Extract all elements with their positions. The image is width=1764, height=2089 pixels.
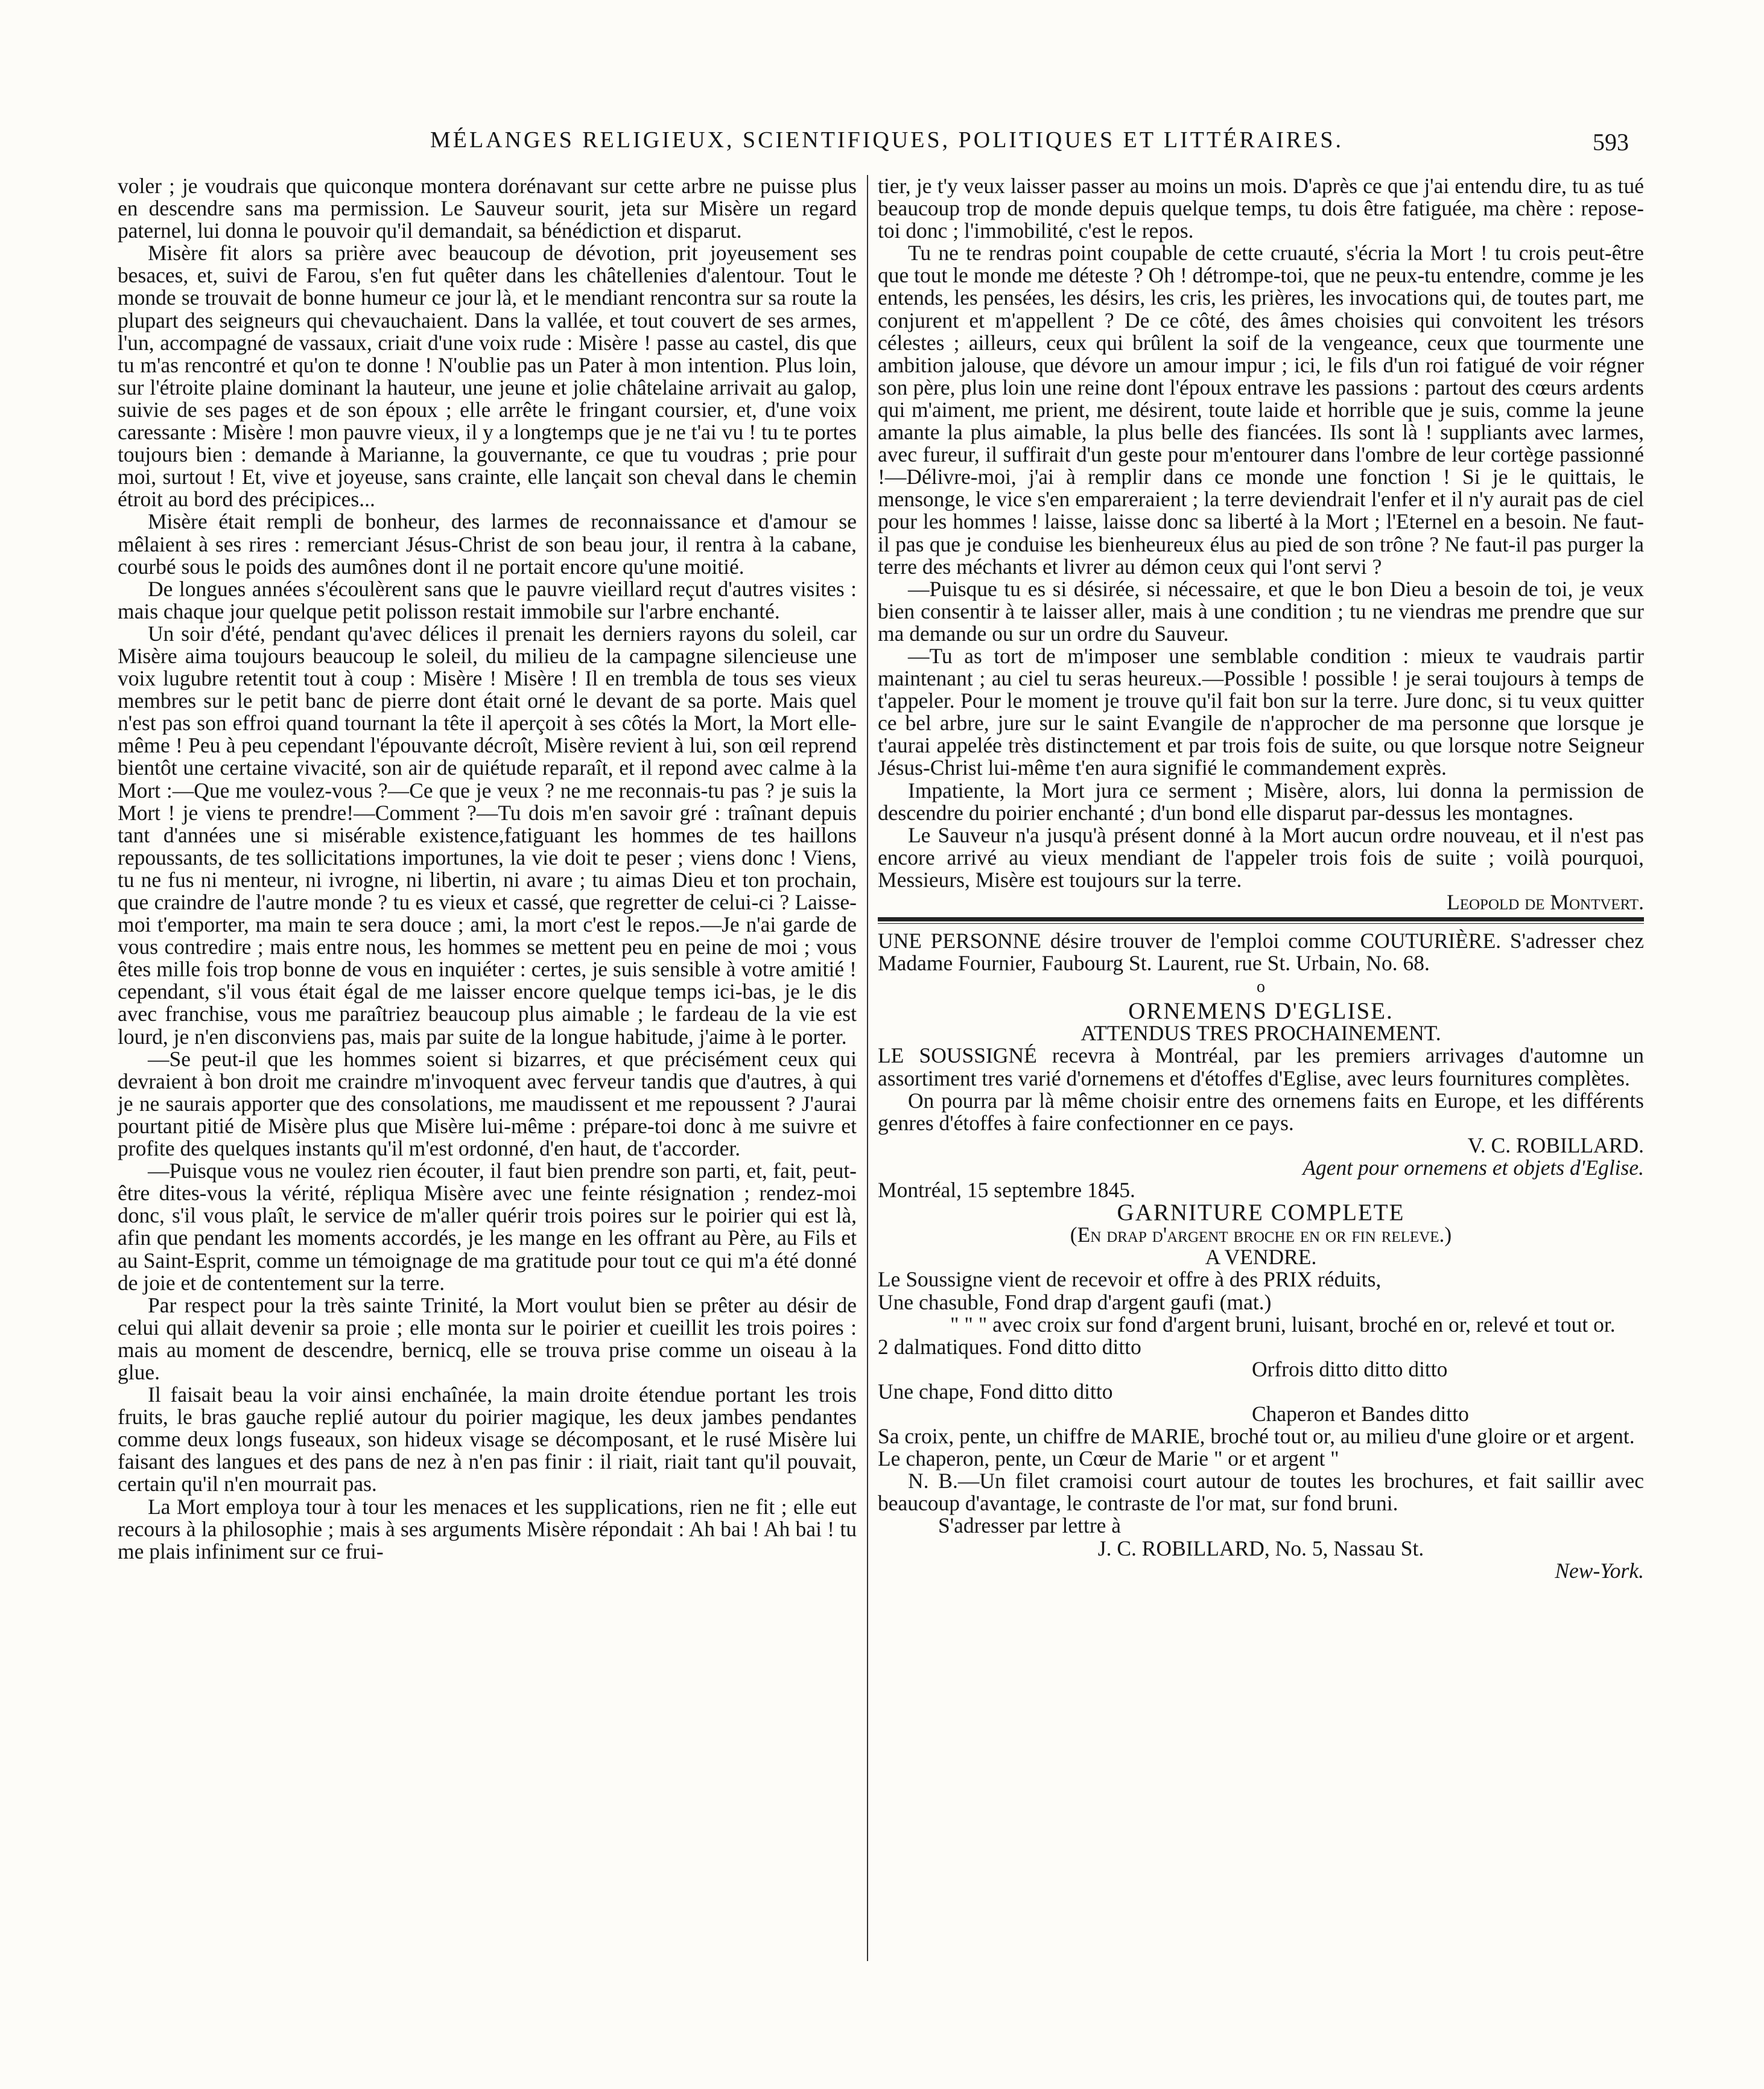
ad-ornemens-signer-title: Agent pour ornemens et objets d'Eglise. [1302, 1155, 1644, 1180]
section-rule [878, 917, 1644, 924]
ad-garniture-item: 2 dalmatiques. Fond ditto ditto [878, 1334, 1141, 1359]
paragraph: Le Sauveur n'a jusqu'à présent donné à la Mort aucun ordre nouveau, et il n'est pas encore arrivé au vieux mendiant de l'appeler trois fois de suite ; voilà pourquoi, Messieurs, Misère est toujours sur la terre. [878, 822, 1644, 892]
paragraph: Impatiente, la Mort jura ce serment ; Misère, alors, lui donna la permission de descendre du poirier enchanté ; d'un bond elle disparut par-dessus les montagnes. [878, 778, 1644, 825]
ad-garniture-contact-line: S'adresser par lettre à [938, 1513, 1122, 1538]
right-column [878, 175, 1644, 1582]
paragraph: La Mort employa tour à tour les menaces et les supplications, rien ne fit ; elle eut recours à la philosophie ; mais à ses arguments Misère répondait : Ah bai ! Ah bai ! tu me plais infiniment sur ce frui- [118, 1494, 857, 1563]
paragraph: Par respect pour la très sainte Trinité, la Mort voulut bien se prêter au désir de celui qui allait devenir sa proie ; elle monta sur le poirier et cueillit les trois poires : mais au moment de descendre, bernicq, elle se trouva prise comme un oiseau à la glue. [118, 1293, 857, 1384]
ad-garniture-item: Chaperon et Bandes ditto [1252, 1401, 1469, 1426]
ad-garniture-subtitle: (En drap d'argent broche en or fin releve.) [1070, 1223, 1452, 1247]
column-divider [867, 175, 868, 1961]
ad-garniture-item: Le chaperon, pente, un Cœur de Marie " or et argent " [878, 1446, 1339, 1471]
ad-ornemens-title: ORNEMENS D'EGLISE. [1128, 998, 1394, 1025]
paragraph: Tu ne te rendras point coupable de cette cruauté, s'écria la Mort ! tu crois peut-être que tout le monde me déteste ? Oh ! détrompe-toi, que ne peux-tu entendre, comme je les entends, les pensées, les désirs, les cris, les prières, les invocations qui, de toutes part, me conjurent et m'appellent ? De ce côté, des âmes choisies qui convoitent les trésors célestes ; ailleurs, ceux qui brûlent la soif de la vengeance, ceux que tourmente une ambition jalouse, que dévore un amour impur ; ici, le fils d'un roi fatigué de voir régner son père, plus loin une reine dont l'époux entrave les passions : partout des cœurs ardents qui m'aiment, me prient, me désirent, toute laide et horrible que je suis, comme la jeune amante la plus aimable, la plus belle des fiancées. Ils sont là ! suppliants avec larmes, avec fureur, il suffirait d'un geste pour m'entourer dans l'ombre de leur cortège passionné !—Délivre-moi, j'ai à remplir dans ce monde une fonction ! Si je le quittais, le mensonge, le vice s'en empareraient ; la terre deviendrait l'enfer et il n'y aurait pas de ciel pour les hommes ! laisse, laisse donc sa liberté à la Mort ; l'Eternel en a besoin. Ne faut-il pas que je conduise les bienheureux élus au pied de son trône ? Ne faut-il pas purger la terre des méchants et livrer au démon ceux qui l'ont servi ? [878, 241, 1644, 579]
ad-garniture-item: Une chasuble, Fond drap d'argent gaufi (mat.) [878, 1289, 1272, 1314]
ad-couturiere [878, 930, 1644, 996]
left-column [118, 175, 857, 1563]
paragraph: —Tu as tort de m'imposer une semblable condition : mieux te vaudrais partir maintenant ; au ciel tu seras heureux.—Possible ! possible ! je serai toujours à temps de t'appeler. Pour le moment je trouve qu'il fait bon sur la terre. Jure donc, si tu veux quitter ce bel arbre, jure sur le saint Evangile de n'approcher de ma personne que lorsque je t'aurai appelée très distinctement et par trois fois de suite, ou que lorsque notre Seigneur Jésus-Christ lui-même t'en aura signifié le commandement exprès. [878, 643, 1644, 780]
ad-ornemens-body: LE SOUSSIGNÉ recevra à Montréal, par les premiers arrivages d'automne un assortiment tres varié d'ornemens et d'étoffes d'Eglise, avec leurs fournitures complètes. [878, 1043, 1644, 1090]
ad-ornemens-dateline: Montréal, 15 septembre 1845. [878, 1178, 1135, 1203]
ad-garniture-intro: Le Soussigne vient de recevoir et offre à des PRIX réduits, [878, 1267, 1382, 1292]
paragraph: Il faisait beau la voir ainsi enchaînée, la main droite étendue portant les trois fruits, le bras gauche replié autour du poirier magique, les deux jambes pendantes comme deux longs fuseaux, son hideux visage se décomposant, et le rusé Misère lui faisant des langues et des pans de nez à n'en pas finir : il riait, riait tant qu'il pouvait, certain qu'il n'en mourrait pas. [118, 1382, 857, 1496]
paragraph: Un soir d'été, pendant qu'avec délices il prenait les derniers rayons du soleil, car Misère aima toujours beaucoup le soleil, du milieu de la campagne silencieuse une voix lugubre retentit tout à coup : Misère ! Misère ! Il en trembla de tous ses vieux membres sur le petit banc de pierre dont était orné le devant de sa porte. Mais quel n'est pas son effroi quand tournant la tête il aperçoit à ses côtés la Mort, la Mort elle-même ! Peu à peu cependant l'épouvante décroît, Misère revient à lui, son œil reprend bientôt une certaine vivacité, son air de quiétude reparaît, et il repond avec calme à la Mort :—Que me voulez-vous ?—Ce que je veux ? ne me reconnais-tu pas ? je suis la Mort ! je viens te prendre!—Comment ?—Tu dois m'en savoir gré : traînant depuis tant d'années une si misérable existence,fatiguant les hommes de tes haillons repoussants, de tes sollicitations importunes, la vie doit te peser ; viens donc ! Viens, tu ne fus ni menteur, ni ivrogne, ni libertin, ni avare ; tu aimas Dieu et ton prochain, que craindre de l'autre monde ? tu es vieux et cassé, que regretter de celui-ci ? Laisse-moi t'emporter, ma main te sera douce ; ami, la mort c'est le repos.—Je n'ai garde de vous contredire ; mais entre nous, les hommes se mettent peu en peine de moi ; vous êtes mille fois trop bonne de vous en inquiéter : certes, je suis sensible à votre amitié ! cependant, s'il vous était égal de me laisser encore quelque temps ici-bas, je le dis avec franchise, vous me paraîtriez beaucoup plus aimable ; le fardeau de la vie est lourd, je n'en disconviens pas, mais par suite de la longue habitude, j'aime à le porter. [118, 621, 857, 1049]
ad-ornemens [878, 1000, 1644, 1201]
ad-couturiere-text: UNE PERSONNE désire trouver de l'emploi comme COUTURIÈRE. S'adresser chez Madame Fournier, Faubourg St. Laurent, rue St. Urbain, No. 68. [878, 929, 1644, 976]
ad-divider: o [1257, 978, 1265, 997]
ad-garniture-item: Sa croix, pente, un chiffre de MARIE, broché tout or, au milieu d'une gloire or et argent. [878, 1424, 1635, 1449]
ad-garniture-item: " " " avec croix sur fond d'argent bruni, luisant, broché en or, relevé et tout or. [950, 1312, 1616, 1337]
ad-garniture-item: Orfrois ditto ditto ditto [1252, 1356, 1448, 1381]
page-number: 593 [1593, 129, 1629, 156]
paragraph: tier, je t'y veux laisser passer au moins un mois. D'après ce que j'ai entendu dire, tu as tué beaucoup trop de monde depuis quelque temps, tu dois être fatiguée, ma chère : repose-toi donc ; l'immobilité, c'est le repos. [878, 174, 1644, 243]
running-title: MÉLANGES RELIGIEUX, SCIENTIFIQUES, POLITIQUES ET LITTÉRAIRES. [430, 127, 1344, 153]
paragraph: —Se peut-il que les hommes soient si bizarres, et que précisément ceux qui devraient à bon droit me craindre m'invoquent avec ferveur tandis que d'autres, à qui je ne saurais apporter que des consolations, me maudissent et me repoussent ? J'aurai pourtant pitié de Misère plus que Misère lui-même : prépare-toi donc à me suivre et profite des quelques instants qu'il m'est ordonné, d'en haut, de t'accorder. [118, 1046, 857, 1161]
ad-ornemens-body2: On pourra par là même choisir entre des ornemens faits en Europe, et les différents genres d'étoffes à faire confectionner en ce pays. [878, 1088, 1644, 1135]
ad-garniture-sale: A VENDRE. [1205, 1245, 1317, 1270]
ad-ornemens-signer: V. C. ROBILLARD. [1467, 1133, 1644, 1157]
ad-ornemens-subtitle: ATTENDUS TRES PROCHAINEMENT. [1080, 1021, 1441, 1046]
author-signature: Leopold de Montvert. [1447, 890, 1644, 914]
paragraph: voler ; je voudrais que quiconque montera dorénavant sur cette arbre ne puisse plus en descendre sans ma permission. Le Sauveur sourit, jeta sur Misère un regard paternel, lui donna le pouvoir qu'il demandait, sa bénédiction et disparut. [118, 174, 857, 243]
paragraph: De longues années s'écoulèrent sans que le pauvre vieillard reçut d'autres visites : mais chaque jour quelque petit polisson restait immobile sur l'arbre enchanté. [118, 576, 857, 623]
paragraph: —Puisque vous ne voulez rien écouter, il faut bien prendre son parti, et, fait, peut-être dites-vous la vérité, répliqua Misère avec une feinte résignation ; rendez-moi donc, s'il vous plaît, le service de m'aller quérir trois poires sur le poirier qui est là, afin que pendant les moments accordés, je les mange en les offrant au Père, au Fils et au Saint-Esprit, comme un témoignage de ma gratitude pour tout ce qui m'a été donné de joie et de contentement sur la terre. [118, 1159, 857, 1295]
paragraph: —Puisque tu es si désirée, si nécessaire, et que le bon Dieu a besoin de toi, je veux bien consentir à te laisser aller, mais à une condition ; tu ne viendras me prendre que sur ma demande ou sur un ordre du Sauveur. [878, 576, 1644, 646]
paragraph: Misère fit alors sa prière avec beaucoup de dévotion, prit joyeusement ses besaces, et, suivi de Farou, s'en fut quêter dans les châtellenies d'alentour. Tout le monde se trouvait de bonne humeur ce jour là, et le mendiant rencontra sur sa route la plupart des seigneurs qui chevauchaient. Dans la vallée, et tout couvert de ses armes, l'un, accompagné de vassaux, criait d'une voix rude : Misère ! passe au castel, dis que tu m'as rencontré et qu'on te donne ! N'oublie pas un Pater à mon intention. Plus loin, sur l'étroite plaine dominant la hauteur, une jeune et jolie châtelaine arrivait au galop, suivie de ses pages et de son époux ; elle arrête le fringant coursier, et, d'une voix caressante : Misère ! mon pauvre vieux, il y a longtemps que je ne t'ai vu ! tu te portes toujours bien : demande à Marianne, la gouvernante, ce que tu voudras ; prie pour moi, surtout ! Et, vive et joyeuse, sans crainte, elle lançait son cheval dans le chemin étroit au bord des précipices... [118, 241, 857, 512]
ad-garniture [878, 1201, 1644, 1582]
ad-garniture-item: Une chape, Fond ditto ditto [878, 1379, 1113, 1404]
ad-garniture-contact: J. C. ROBILLARD, No. 5, Nassau St. [1097, 1536, 1424, 1560]
ad-garniture-note: N. B.—Un filet cramoisi court autour de toutes les brochures, et fait saillir avec beaucoup d'avantage, le contraste de l'or mat, sur fond bruni. [878, 1469, 1644, 1516]
ad-garniture-title: GARNITURE COMPLETE [1117, 1200, 1405, 1226]
ad-garniture-city: New-York. [1555, 1558, 1644, 1583]
paragraph: Misère était rempli de bonheur, des larmes de reconnaissance et d'amour se mêlaient à ses rires : remerciant Jésus-Christ de son beau jour, il rentra à la cabane, courbé sous le poids des aumônes dont il ne portait encore qu'une moitié. [118, 509, 857, 579]
